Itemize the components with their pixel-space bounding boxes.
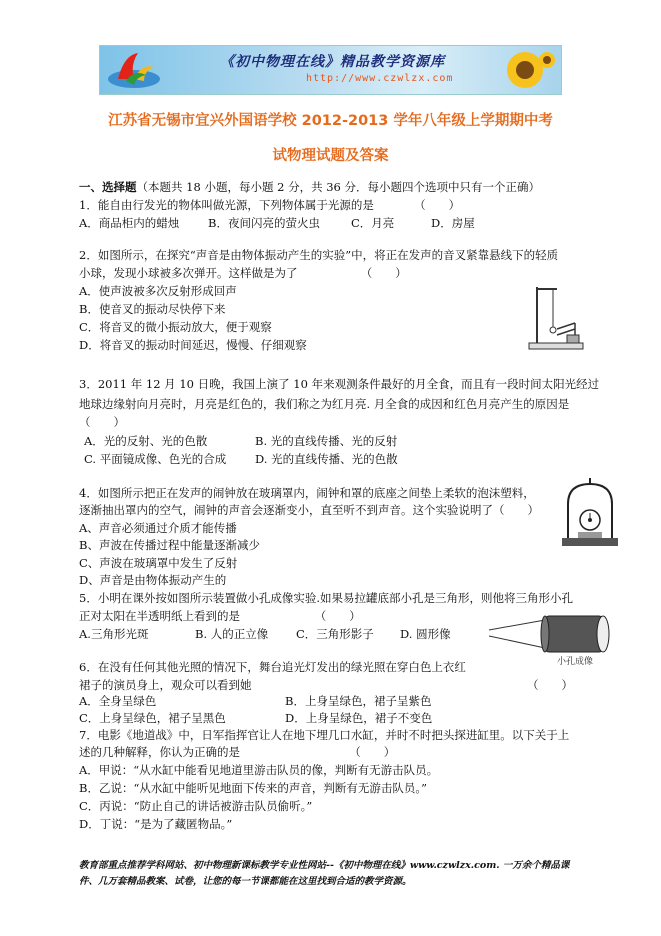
q4-option-b: B、声波在传播过程中能量逐渐减少: [79, 538, 260, 552]
header-banner: [99, 45, 562, 95]
q7-stem-line2: 述的几种解释，你认为正确的是 （ ）: [79, 745, 396, 759]
q1-option-c: C．月亮: [351, 216, 395, 230]
sunflower-icon: [495, 48, 555, 92]
banner-url: http://www.czwlzx.com: [306, 73, 454, 84]
q4-option-c: C、声波在玻璃罩中发生了反射: [79, 556, 238, 570]
pinhole-figure-caption: 小孔成像: [557, 657, 594, 667]
q4-option-a: A、声音必须通过介质才能传播: [79, 521, 237, 535]
q3-stem-line1: 3．2011 年 12 月 10 日晚，我国上演了 10 年来观测条件最好的月全食，而且有一段时间太阳光经过: [79, 377, 600, 391]
footer-line2: 件、几万套精品教案、试卷，让您的每一节课都能在这里找到合适的教学资源。: [79, 876, 412, 887]
section-label: 一、选择题: [79, 180, 137, 194]
q7-option-d: D．丁说：“是为了藏匿物品。”: [79, 817, 233, 831]
q6-stem-line2: 裙子的演员身上，观众可以看到她: [79, 678, 252, 692]
bell-jar-figure: [560, 478, 620, 550]
q3-stem-line2: 地球边缘射向月亮时，月亮是红色的，我们称之为红月亮. 月全食的成因和红色月亮产生的原因是: [79, 397, 570, 411]
q3-stem-line3: （ ）: [79, 415, 125, 429]
page-footer: [79, 858, 599, 890]
page-title-line2: 试物理试题及答案: [272, 148, 389, 164]
q1-stem: 1．能自由行发光的物体叫做光源，下列物体属于光源的是 （ ）: [79, 198, 461, 212]
q1-option-d: D．房屋: [431, 216, 475, 230]
q2-stem-line2: 小球，发现小球被多次弹开。这样做是为了 （ ）: [79, 266, 407, 280]
q1-option-b: B．夜间闪亮的萤火虫: [208, 216, 320, 230]
q5-option-b: B. 人的正立像: [195, 627, 269, 641]
q7-option-a: A．甲说：“从水缸中能看见地道里游击队员的像，判断有无游击队员。: [79, 763, 439, 777]
footer-line1: 教育部重点推荐学科网站、初中物理新课标教学专业性网站--《初中物理在线》www.czwlzx.com. 一万余个精品课: [79, 860, 570, 871]
q6-option-c: C．上身呈绿色，裙子呈黑色: [79, 711, 226, 725]
q3-option-b: B. 光的直线传播、光的反射: [255, 434, 398, 448]
q6-answer-paren: （ ）: [527, 678, 573, 692]
section-desc: （本题共 18 小题，每小题 2 分，共 36 分．每小题四个选项中只有一个正确）: [136, 180, 541, 194]
q2-option-d: D．将音叉的振动时间延迟，慢慢、仔细观察: [79, 338, 307, 352]
q5-option-d: D. 圆形像: [400, 627, 451, 641]
q1-option-a: A．商品柜内的蜡烛: [79, 216, 180, 230]
q3-option-d: D. 光的直线传播、光的色散: [255, 452, 398, 466]
q7-option-b: B．乙说：“从水缸中能听见地面下传来的声音，判断有无游击队员。”: [79, 781, 427, 795]
section-heading: [79, 180, 540, 194]
q6-option-a: A．全身呈绿色: [79, 694, 157, 708]
q4-stem-line1: 4．如图所示把正在发声的闹钟放在玻璃罩内，闹钟和罩的底座之间垫上柔软的泡沫塑料，: [79, 486, 535, 500]
pinhole-camera-figure: [487, 612, 617, 666]
page-title-line1: 江苏省无锡市宜兴外国语学校 2012-2013 学年八年级上学期期中考: [108, 113, 553, 129]
q6-stem-line1: 6．在没有任何其他光照的情况下，舞台追光灯发出的绿光照在穿白色上衣红: [79, 660, 466, 674]
q4-stem-line2: 逐渐抽出罩内的空气，闹钟的声音会逐渐变小，直至听不到声音。这个实验说明了（ ）: [79, 503, 539, 517]
q5-option-a: A.三角形光斑: [79, 627, 149, 641]
q2-option-b: B．使音叉的振动尽快停下来: [79, 302, 226, 316]
q5-stem-line2: 正对太阳在半透明纸上看到的是 （ ）: [79, 609, 361, 623]
q7-stem-line1: 7．电影《地道战》中，日军指挥官让人在地下埋几口水缸，并时不时把头探进缸里。以下关于上: [79, 728, 570, 742]
q2-stem-line1: 2．如图所示，在探究“声音是由物体振动产生的实验”中，将正在发声的音叉紧靠悬线下的轻质: [79, 248, 559, 262]
tuning-fork-figure: [527, 283, 585, 353]
q7-option-c: C．丙说：“防止自己的讲话被游击队员偷听。”: [79, 799, 313, 813]
q3-option-a: A．光的反射、光的色散: [84, 434, 208, 448]
q6-option-b: B．上身呈绿色，裙子呈紫色: [285, 694, 432, 708]
q5-option-c: C．三角形影子: [296, 627, 374, 641]
site-logo-icon: [104, 49, 164, 91]
q4-option-d: D、声音是由物体振动产生的: [79, 573, 227, 587]
banner-title: 《初中物理在线》精品教学资源库: [220, 54, 445, 70]
q2-option-c: C．将音叉的微小振动放大，便于观察: [79, 320, 272, 334]
q5-stem-line1: 5．小明在课外按如图所示装置做小孔成像实验.如果易拉罐底部小孔是三角形，则他将三角形小孔: [79, 591, 573, 605]
q2-option-a: A．使声波被多次反射形成回声: [79, 284, 237, 298]
q6-option-d: D．上身呈绿色，裙子不变色: [285, 711, 433, 725]
q3-option-c: C. 平面镜成像、色光的合成: [84, 452, 227, 466]
